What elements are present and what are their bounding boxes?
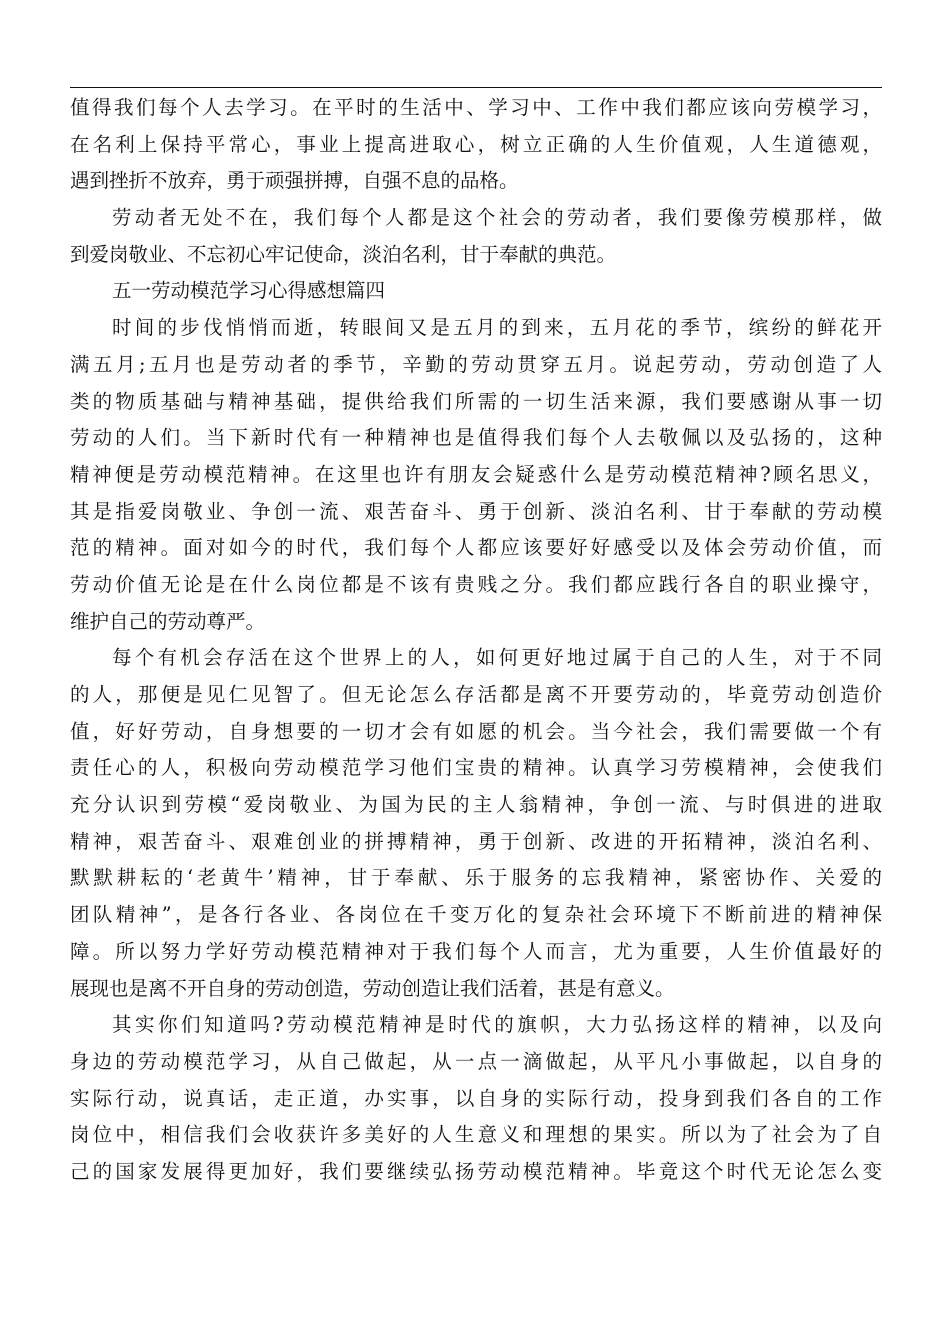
text-line: 团队精神”，是各行各业、各岗位在千变万化的复杂社会环境下不断前进的精神保 [70, 903, 882, 927]
text-line: 责任心的人，积极向劳动模范学习他们宝贵的精神。认真学习劳模精神，会使我们 [70, 756, 882, 780]
section-heading: 五一劳动模范学习心得感想篇四 [112, 279, 386, 303]
text-line: 实际行动，说真话，走正道，办实事，以自身的实际行动，投身到我们各自的工作 [70, 1086, 882, 1110]
text-line: 其是指爱岗敬业、争创一流、艰苦奋斗、勇于创新、淡泊名利、甘于奉献的劳动模 [70, 499, 882, 523]
text-line: 己的国家发展得更加好，我们要继续弘扬劳动模范精神。毕竟这个时代无论怎么变 [70, 1159, 882, 1183]
text-line: 值，好好劳动，自身想要的一切才会有如愿的机会。当今社会，我们需要做一个有 [70, 719, 882, 743]
paragraph-may-season [70, 310, 882, 640]
document-body [70, 90, 882, 1191]
text-line: 精神便是劳动模范精神。在这里也许有朋友会疑惑什么是劳动模范精神?顾名思义， [70, 462, 882, 486]
paragraph-model-worker-spirit [70, 1007, 882, 1190]
text-line: 时间的步伐悄悄而逝，转眼间又是五月的到来，五月花的季节，缤纷的鲜花开 [112, 316, 882, 340]
paragraph-continuation [70, 90, 882, 200]
text-line: 其实你们知道吗?劳动模范精神是时代的旗帜，大力弘扬这样的精神，以及向 [112, 1013, 882, 1037]
text-line: 范的精神。面对如今的时代，我们每个人都应该要好好感受以及体会劳动价值，而 [70, 536, 882, 560]
text-line: 到爱岗敬业、不忘初心牢记使命，淡泊名利，甘于奉献的典范。 [70, 242, 617, 266]
text-line: 的人，那便是见仁见智了。但无论怎么存活都是离不开要劳动的，毕竟劳动创造价 [70, 683, 882, 706]
text-line: 身边的劳动模范学习，从自己做起，从一点一滴做起，从平凡小事做起，以自身的 [70, 1049, 882, 1073]
text-line: 充分认识到劳模“爱岗敬业、为国为民的主人翁精神，争创一流、与时俱进的进取 [70, 793, 882, 817]
text-line: 障。所以努力学好劳动模范精神对于我们每个人而言，尤为重要，人生价值最好的 [70, 939, 882, 963]
text-line: 类的物质基础与精神基础，提供给我们所需的一切生活来源，我们要感谢从事一切 [70, 389, 882, 413]
paragraph-life-and-labor [70, 640, 882, 1007]
text-line: 每个有机会存活在这个世界上的人，如何更好地过属于自己的人生，对于不同 [112, 646, 882, 670]
text-line: 劳动价值无论是在什么岗位都是不该有贵贱之分。我们都应践行各自的职业操守， [70, 572, 882, 596]
text-line: 精神，艰苦奋斗、艰难创业的拼搏精神，勇于创新、改进的开拓精神，淡泊名利、 [70, 829, 882, 853]
text-line: 劳动的人们。当下新时代有一种精神也是值得我们每个人去敬佩以及弘扬的，这种 [70, 426, 882, 450]
text-line: 满五月;五月也是劳动者的季节，辛勤的劳动贯穿五月。说起劳动，劳动创造了人 [70, 352, 882, 376]
text-line: 在名利上保持平常心，事业上提高进取心，树立正确的人生价值观，人生道德观， [70, 132, 882, 156]
text-line: 遇到挫折不放弃，勇于顽强拼搏，自强不息的品格。 [70, 169, 519, 193]
text-line: 劳动者无处不在，我们每个人都是这个社会的劳动者，我们要像劳模那样，做 [112, 206, 882, 230]
text-line: 默默耕耘的‘老黄牛’精神，甘于奉献、乐于服务的忘我精神，紧密协作、关爱的 [70, 866, 882, 890]
text-line: 岗位中，相信我们会收获许多美好的人生意义和理想的果实。所以为了社会为了自 [70, 1123, 882, 1147]
text-line: 维护自己的劳动尊严。 [70, 609, 266, 633]
page-top-rule [70, 87, 882, 88]
text-line: 展现也是离不开自身的劳动创造，劳动创造让我们活着，甚是有意义。 [70, 976, 675, 1000]
paragraph-labor-everywhere [70, 200, 882, 273]
text-line: 值得我们每个人去学习。在平时的生活中、学习中、工作中我们都应该向劳模学习， [70, 96, 882, 119]
